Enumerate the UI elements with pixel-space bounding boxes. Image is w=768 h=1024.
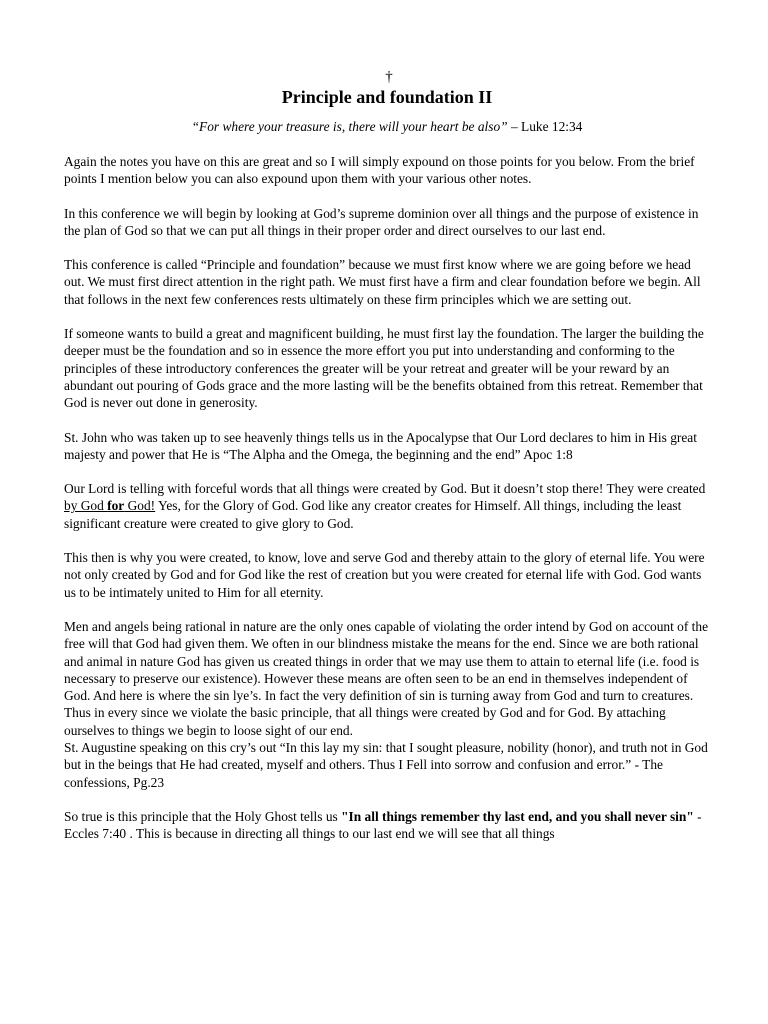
cross-symbol: † — [385, 69, 393, 85]
paragraph-2: In this conference we will begin by looking at God’s supreme dominion over all things and the purpose of existence in the plan of God so that we can put all things in their proper order and direct ourselves to our last end. — [64, 205, 699, 238]
p6-text-b: Yes, for the Glory of God. God like any creator creates for Himself. All things, including the least significant creature were created to give glory to God. — [64, 498, 682, 531]
epigraph-reference: – Luke 12:34 — [507, 119, 583, 134]
paragraph-3: This conference is called “Principle and foundation” because we must first know where we are going before we head out. We must first direct attention in the right path. We must first have a firm and clear foundation before we begin. All that follows in the next few conferences rests ultimately on these firm principles which we are setting out. — [64, 257, 701, 307]
paragraph-9: St. Augustine speaking on this cry’s out “In this lay my sin: that I sought pleasure, nobility (honor), and truth not in God but in the beings that He had created, myself and others. Thus I Fell into sorrow and confusion and error.” - The confessions, Pg.23 — [64, 740, 708, 790]
paragraph-7: This then is why you were created, to know, love and serve God and thereby attain to the glory of eternal life. You were not only created by God and for God like the rest of creation but you were created for eternal life with God. God wants us to be intimately united to Him for all eternity. — [64, 550, 705, 600]
p10-bold-quote: "In all things remember thy last end, and you shall never sin" — [341, 808, 694, 824]
epigraph — [64, 118, 710, 136]
paragraph-1: Again the notes you have on this are great and so I will simply expound on those points for you below. From the brief points I mention below you can also expound upon them with your various other notes. — [64, 154, 695, 187]
paragraph-4: If someone wants to build a great and magnificent building, he must first lay the foundation. The larger the building the deeper must be the foundation and so in essence the more effort you put into understanding and conforming to the principles of these introductory conferences the greater will be your retreat and greater will be your reward by an abundant out pouring of Gods grace and the more lasting will be the benefits obtained from this retreat. Remember that God is never out done in generosity. — [64, 326, 704, 411]
p6-text-a: Our Lord is telling with forceful words that all things were created by God. But it doesn’t stop there! They were created — [64, 481, 706, 497]
paragraph-5: St. John who was taken up to see heavenly things tells us in the Apocalypse that Our Lord declares to him in His great majesty and power that He is “The Alpha and the Omega, the beginning and the end” Apoc 1:8 — [64, 429, 697, 462]
p6-underlined-by-god: by God for God! — [64, 498, 156, 514]
paragraph-8: Men and angels being rational in nature are the only ones capable of violating the order intend by God on account of the free will that God had given them. We often in our blindness mistake the means for the end. Since we are both rational and animal in nature God has given us created things in order that we may use them to attain to eternal life (i.e. food is necessary to preserve our existence). However these means are often seen to be an end in themselves independent of God. And here is where the sin lye’s. In fact the very definition of sin is turning away from God and turn to creatures. Thus in every since we violate the basic principle, that all things were created by God and for God. By attaching ourselves to things we begin to loose sight of our end. — [64, 618, 709, 738]
p6-bold-for: for — [107, 498, 125, 514]
paragraph-10 — [64, 808, 710, 843]
paragraph-6 — [64, 480, 710, 532]
p10-text-b: - Eccles 7:40 . This is because in directing all things to our last end we will see that all things — [64, 808, 702, 842]
epigraph-quote: “For where your treasure is, there will your heart be also” — [191, 119, 508, 134]
p10-text-a: So true is this principle that the Holy Ghost tells us — [64, 808, 342, 824]
page-title: Principle and foundation II — [281, 87, 493, 107]
